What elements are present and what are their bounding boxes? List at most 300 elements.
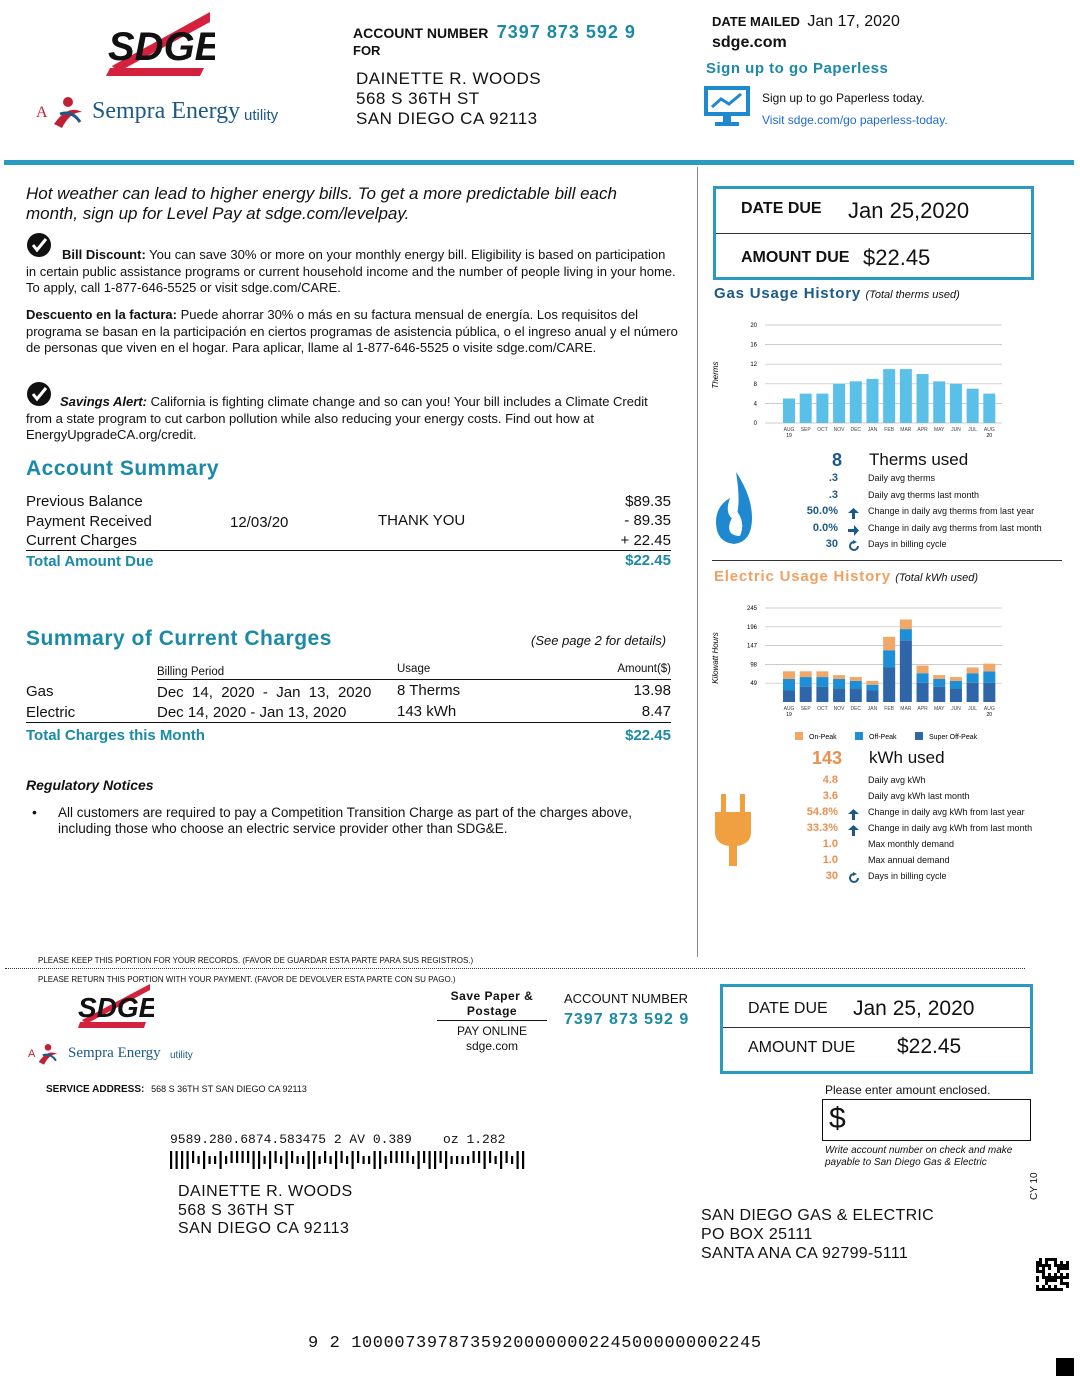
sempra-flame-icon: [50, 94, 86, 135]
qr-module: [1039, 1264, 1042, 1267]
gas-x-tick: AUG: [783, 427, 795, 433]
barcode-bar: [269, 1151, 271, 1169]
remit-amount-label: AMOUNT DUE: [748, 1039, 856, 1056]
descuento-label: Descuento en la factura:: [26, 307, 177, 322]
charges-header-rule: [157, 679, 671, 680]
remit-account-number: 7397 873 592 9: [564, 1011, 690, 1028]
qr-module: [1054, 1273, 1057, 1276]
qr-module: [1039, 1261, 1042, 1264]
qr-module: [1042, 1273, 1045, 1276]
current-charges-amount: + 22.45: [620, 532, 671, 549]
mail-name: DAINETTE R. WOODS: [178, 1183, 353, 1200]
elec-bar-segment: [783, 679, 795, 691]
elec-bar-segment: [850, 681, 862, 689]
elec-bar-segment: [967, 667, 979, 673]
stat-value: 50.0%: [806, 505, 838, 517]
elec-bar-segment: [866, 690, 878, 702]
stat-row: [760, 774, 1060, 790]
barcode-bar: [242, 1151, 244, 1163]
qr-module: [1042, 1276, 1045, 1279]
stat-label: kWh used: [869, 748, 945, 767]
barcode-bar: [330, 1156, 332, 1164]
charge-period-gas: Dec 14, 2020 - Jan 13, 2020: [157, 684, 372, 701]
elec-bar-segment: [917, 683, 929, 702]
gas-history-heading: [714, 285, 960, 303]
gas-bar: [933, 381, 945, 423]
barcode-bar: [396, 1151, 398, 1163]
stat-label: Max annual demand: [868, 855, 950, 865]
barcode-bar: [451, 1156, 453, 1164]
stat-row: [760, 806, 1060, 822]
enter-amount-label: Please enter amount enclosed.: [825, 1083, 991, 1097]
barcode-bar: [198, 1156, 200, 1164]
barcode-bar: [506, 1151, 508, 1163]
sempra-suffix-small: utility: [170, 1050, 193, 1061]
due-box: [713, 186, 1034, 280]
amount-enclosed-field[interactable]: [822, 1099, 1031, 1141]
barcode-bar: [500, 1151, 502, 1169]
gas-x-tick: AUG: [983, 427, 995, 433]
savings-text: California is fighting climate change and so can you! Your bill includes a Climate Credit from a state program to cut carbon pollution while also reducing your energy costs. Find out how at EnergyUpgradeCA.org/credit.: [26, 394, 648, 442]
barcode-bar: [231, 1151, 233, 1163]
qr-module: [1057, 1267, 1060, 1270]
qr-module: [1057, 1276, 1060, 1279]
stat-value: 54.8%: [806, 806, 838, 818]
qr-module: [1036, 1285, 1039, 1288]
qr-module: [1063, 1264, 1066, 1267]
stat-row: [760, 838, 1060, 854]
payment-date: 12/03/20: [230, 514, 289, 531]
qr-module: [1048, 1276, 1051, 1279]
qr-module: [1051, 1288, 1054, 1291]
elec-bar-segment: [800, 687, 812, 702]
electric-usage-chart: [710, 598, 1010, 746]
cy-code: CY 10: [1029, 1172, 1040, 1200]
qr-module: [1045, 1279, 1048, 1282]
barcode-bar: [462, 1156, 464, 1164]
qr-module: [1045, 1264, 1048, 1267]
barcode-bar: [467, 1156, 469, 1164]
pay-online-text[interactable]: PAY ONLINE: [456, 1024, 528, 1038]
due-box-divider: [716, 233, 1031, 234]
elec-bar-segment: [917, 673, 929, 683]
qr-module: [1042, 1285, 1045, 1288]
return-portion-text: PLEASE RETURN THIS PORTION WITH YOUR PAYMENT. (FAVOR DE DEVOLVER ESTA PARTE CON SU PAGO.): [38, 975, 456, 984]
qr-module: [1066, 1264, 1069, 1267]
stat-label: Days in billing cycle: [868, 539, 947, 549]
col-amount: Amount($): [617, 663, 671, 675]
elec-bar-segment: [816, 671, 828, 677]
sempra-prefix-small: A: [28, 1048, 36, 1060]
gas-x-tick: MAY: [934, 427, 945, 433]
gas-stats: [760, 450, 1060, 550]
qr-module: [1048, 1273, 1051, 1276]
barcode-bar: [379, 1151, 381, 1169]
elec-bar-segment: [950, 681, 962, 689]
elec-bar-segment: [933, 675, 945, 679]
tear-line: [5, 968, 1025, 969]
stat-row: [760, 472, 1060, 489]
barcode-bar: [236, 1151, 238, 1163]
gas-bar: [866, 379, 878, 423]
charge-service-electric: Electric: [26, 704, 76, 721]
barcode-bar: [423, 1151, 425, 1163]
qr-module: [1066, 1282, 1069, 1285]
header-divider: [4, 160, 1074, 165]
stat-row: [760, 790, 1060, 806]
savings-label: Savings Alert:: [60, 394, 147, 409]
elec-y-tick: 49: [750, 681, 757, 688]
elec-bar-segment: [983, 683, 995, 702]
stat-value: 8: [831, 450, 842, 470]
remit-date-value: Jan 25, 2020: [853, 997, 975, 1020]
history-divider: [712, 560, 1062, 561]
barcode-bar: [192, 1151, 194, 1163]
previous-balance-value: $89.35: [625, 493, 671, 510]
barcode-bar: [220, 1151, 222, 1169]
account-number: 7397 873 592 9: [496, 22, 636, 42]
elec-y-tick: 147: [746, 643, 757, 650]
elec-bar-segment: [883, 667, 895, 702]
postal-barcode: [170, 1151, 530, 1171]
paperless-line1: Sign up to go Paperless today.: [762, 91, 925, 105]
barcode-bar: [308, 1151, 310, 1169]
stat-label: Change in daily avg therms from last year: [868, 506, 1035, 516]
gas-bar: [800, 394, 812, 423]
barcode-bar: [363, 1156, 365, 1164]
stat-value: .3: [828, 472, 838, 484]
barcode-bar: [319, 1156, 321, 1164]
elec-x-tick: JUL: [968, 706, 978, 712]
elec-bar-segment: [900, 629, 912, 641]
qr-module: [1039, 1258, 1042, 1261]
qr-module: [1051, 1279, 1054, 1282]
savings-alert: [26, 394, 676, 444]
payee-box: PO BOX 25111: [701, 1226, 813, 1243]
descuento: [26, 307, 681, 357]
remit-account-label: ACCOUNT NUMBER: [564, 991, 688, 1006]
stat-value: 4.8: [822, 774, 838, 786]
date-mailed: [712, 13, 900, 31]
keep-portion-text: PLEASE KEEP THIS PORTION FOR YOUR RECORDS. (FAVOR DE GUARDAR ESTA PARTE PARA SUS REGISTROS.): [38, 956, 474, 965]
barcode-bar: [418, 1151, 420, 1169]
gas-x-tick: JUN: [951, 427, 961, 433]
cycle-icon: [848, 871, 860, 889]
total-due-label: Total Amount Due: [26, 553, 154, 570]
charge-amount-electric: 8.47: [641, 703, 671, 720]
qr-module: [1060, 1279, 1063, 1282]
stat-label: Days in billing cycle: [868, 871, 947, 881]
elec-x-tick: MAY: [934, 706, 945, 712]
barcode-bar: [445, 1151, 447, 1169]
elec-bar-segment: [866, 685, 878, 691]
date-mailed-label: DATE MAILED: [712, 14, 800, 29]
gas-year-label: 19: [786, 433, 792, 439]
stat-label: Therms used: [869, 450, 969, 469]
cycle-icon: [848, 539, 860, 557]
mail-address: [178, 1183, 353, 1239]
sempra-logo-small: [28, 1042, 228, 1066]
elec-bar-segment: [900, 641, 912, 702]
scan-line: 9589.280.6874.583475 2 AV 0.389 oz 1.282: [170, 1132, 506, 1147]
elec-bar-segment: [800, 671, 812, 677]
elec-bar-segment: [950, 677, 962, 681]
barcode-bar: [313, 1151, 315, 1169]
qr-module: [1066, 1285, 1069, 1288]
right-arrow-icon: [848, 525, 859, 536]
service-address-label: SERVICE ADDRESS:: [46, 1084, 145, 1095]
website-link[interactable]: sdge.com: [712, 34, 787, 51]
elec-x-tick: OCT: [817, 706, 828, 712]
stat-label: Daily avg therms last month: [868, 489, 980, 500]
elec-x-tick: AUG: [783, 706, 795, 712]
stat-value: 1.0: [822, 854, 838, 866]
qr-module: [1036, 1276, 1039, 1279]
elec-bar-segment: [800, 677, 812, 687]
gas-bar: [900, 369, 912, 423]
paperless-line2[interactable]: Visit sdge.com/go paperless-today.: [762, 113, 948, 127]
stat-label: Max monthly demand: [868, 839, 955, 849]
barcode-bar: [390, 1151, 392, 1163]
paperless-title[interactable]: Sign up to go Paperless: [706, 60, 889, 77]
stat-row: [760, 538, 1060, 555]
elec-x-tick: FEB: [884, 706, 895, 712]
elec-bar-segment: [816, 677, 828, 687]
elec-year-label: 19: [786, 712, 792, 718]
qr-module: [1066, 1267, 1069, 1270]
barcode-bar: [170, 1151, 172, 1169]
save-paper-rule: [437, 1020, 547, 1021]
plug-icon: [713, 792, 753, 873]
up-arrow-icon: [848, 809, 859, 820]
payee-name: SAN DIEGO GAS & ELECTRIC: [701, 1207, 935, 1224]
see-page-note: (See page 2 for details): [531, 633, 667, 648]
elec-bar-segment: [983, 671, 995, 683]
mail-addr2: SAN DIEGO CA 92113: [178, 1220, 350, 1237]
qr-module: [1048, 1258, 1051, 1261]
elec-x-tick: SEP: [800, 706, 811, 712]
barcode-bar: [286, 1151, 288, 1169]
elec-y-tick: 245: [746, 606, 757, 612]
payment-label: Payment Received: [26, 513, 152, 530]
stat-row: [760, 450, 1060, 472]
barcode-bar: [412, 1156, 414, 1164]
due-date-value: Jan 25,2020: [848, 198, 970, 223]
cycle-icon: [848, 872, 860, 884]
col-billing-period: Billing Period: [157, 666, 225, 678]
elec-bar-segment: [883, 650, 895, 667]
elec-x-tick: APR: [917, 706, 928, 712]
barcode-bar: [478, 1151, 480, 1163]
charge-period-electric: Dec 14, 2020 - Jan 13, 2020: [157, 704, 347, 721]
gas-y-tick: 8: [753, 381, 757, 388]
sempra-flame-icon: [36, 1042, 60, 1071]
gas-bar: [816, 394, 828, 423]
barcode-bar: [385, 1156, 387, 1164]
gas-x-tick: APR: [917, 427, 928, 433]
elec-x-tick: MAR: [900, 706, 912, 712]
stat-label: Daily avg kWh: [868, 775, 926, 785]
up-arrow-icon: [848, 825, 859, 836]
stat-label: Change in daily avg therms from last month: [868, 522, 1042, 533]
qr-module: [1036, 1267, 1039, 1270]
qr-module: [1036, 1264, 1039, 1267]
sdge-logo-small-text: SDGE: [78, 992, 154, 1023]
gas-x-tick: NOV: [833, 427, 845, 433]
barcode-bar: [511, 1156, 513, 1164]
qr-module: [1036, 1279, 1039, 1282]
gas-bar: [833, 384, 845, 423]
qr-module: [1060, 1261, 1063, 1264]
barcode-bar: [401, 1151, 403, 1163]
gas-x-tick: JUL: [968, 427, 978, 433]
dollar-sign: $: [829, 1102, 846, 1135]
column-divider: [697, 167, 698, 957]
charge-service-gas: Gas: [26, 683, 54, 700]
barcode-bar: [352, 1151, 354, 1169]
qr-module: [1045, 1282, 1048, 1285]
amount-due-value: $22.45: [863, 245, 931, 270]
current-charges-title: Summary of Current Charges: [26, 627, 332, 650]
qr-module: [1054, 1276, 1057, 1279]
barcode-bar: [341, 1151, 343, 1163]
stat-row: [760, 854, 1060, 870]
save-paper-text: Save Paper & Postage: [450, 989, 534, 1018]
previous-balance-label: Previous Balance: [26, 493, 143, 510]
qr-module: [1048, 1267, 1051, 1270]
gas-bar: [967, 389, 979, 423]
bill-discount: [26, 247, 676, 297]
charge-usage-electric: 143 kWh: [397, 703, 457, 720]
qr-module: [1036, 1288, 1039, 1291]
electric-history-heading: [714, 568, 978, 586]
payment-amount: - 89.35: [624, 512, 671, 529]
barcode-bar: [374, 1151, 376, 1169]
sempra-suffix: utility: [244, 107, 279, 124]
micr-line: 9 2 10000739787359200000002245000000002245: [308, 1334, 762, 1353]
elec-legend-swatch: [855, 732, 863, 740]
elec-bar-segment: [983, 664, 995, 672]
qr-module: [1066, 1261, 1069, 1264]
elec-x-tick: DEC: [850, 706, 862, 712]
gas-y-tick: 16: [750, 342, 757, 349]
qr-module: [1066, 1273, 1069, 1276]
barcode-bar: [495, 1156, 497, 1164]
barcode-bar: [302, 1156, 304, 1164]
elec-y-label: Kilowatt Hours: [711, 632, 720, 684]
gas-bar: [983, 394, 995, 423]
barcode-bar: [489, 1151, 491, 1163]
write-account-note: Write account number on check and make payable to San Diego Gas & Electric: [825, 1145, 1013, 1168]
barcode-bar: [368, 1156, 370, 1164]
qr-module: [1036, 1261, 1039, 1264]
barcode-bar: [407, 1151, 409, 1163]
gas-year-label: 20: [986, 433, 993, 439]
elec-bar-segment: [783, 690, 795, 702]
gas-bar: [783, 399, 795, 424]
monitor-icon: [703, 85, 751, 132]
elec-bar-segment: [917, 666, 929, 674]
pay-online-site[interactable]: sdge.com: [465, 1039, 519, 1053]
qr-module: [1060, 1276, 1063, 1279]
gas-y-tick: 12: [750, 362, 757, 369]
remit-amount-value: $22.45: [897, 1035, 962, 1058]
qr-module: [1045, 1288, 1048, 1291]
qr-module: [1042, 1267, 1045, 1270]
charge-amount-gas: 13.98: [633, 682, 671, 699]
elec-y-tick: 98: [750, 662, 757, 669]
qr-module: [1057, 1288, 1060, 1291]
stat-value: 143: [811, 748, 842, 768]
stat-value: 0.0%: [812, 521, 838, 534]
elec-bar-segment: [967, 683, 979, 702]
gas-x-tick: OCT: [817, 427, 828, 433]
barcode-bar: [258, 1151, 260, 1169]
electric-history-subtitle: (Total kWh used): [895, 572, 979, 584]
barcode-bar: [275, 1151, 277, 1163]
barcode-bar: [176, 1151, 178, 1169]
qr-code: [1036, 1258, 1070, 1292]
qr-module: [1057, 1270, 1060, 1273]
corner-marker: [1056, 1358, 1074, 1376]
bill-discount-label: Bill Discount:: [62, 247, 146, 262]
stat-value: 1.0: [822, 838, 838, 850]
elec-legend-swatch: [915, 732, 923, 740]
elec-legend-label: Super Off-Peak: [929, 734, 978, 741]
sempra-text-small: Sempra Energy: [68, 1045, 161, 1061]
gas-bar: [950, 384, 962, 423]
qr-module: [1054, 1279, 1057, 1282]
qr-module: [1060, 1264, 1063, 1267]
account-block: [353, 22, 636, 58]
elec-bar-segment: [850, 689, 862, 702]
elec-bar-segment: [833, 689, 845, 702]
stat-row: [760, 505, 1060, 522]
total-charges-amount: $22.45: [625, 727, 671, 744]
gas-x-tick: DEC: [850, 427, 862, 433]
stat-label: Daily avg therms: [868, 473, 936, 483]
stat-label: Daily avg kWh last month: [868, 791, 970, 801]
barcode-bar: [357, 1151, 359, 1163]
sempra-text: Sempra Energy: [92, 98, 241, 124]
payment-note: THANK YOU: [378, 512, 466, 529]
intro-headline: Hot weather can lead to higher energy bills. To get a more predictable bill each month, sign up for Level Pay at sdge.com/levelpay.: [26, 184, 617, 223]
up-arrow-icon: [848, 508, 859, 519]
barcode-bar: [517, 1151, 519, 1169]
charge-usage-gas: 8 Therms: [397, 682, 461, 699]
bill-discount-text: You can save 30% or more on your monthly energy bill. Eligibility is based on participation in certain public assistance programs or current household income and the number of people living in your home. To apply, call 1-877-646-5525 or visit sdge.com/CARE.: [26, 247, 676, 295]
date-mailed-value: Jan 17, 2020: [807, 13, 900, 30]
paperless-text: [762, 87, 948, 131]
stat-row: [760, 870, 1060, 886]
current-charges-label: Current Charges: [26, 532, 137, 549]
qr-module: [1051, 1276, 1054, 1279]
gas-x-tick: FEB: [884, 427, 895, 433]
qr-module: [1054, 1285, 1057, 1288]
elec-bar-segment: [883, 637, 895, 650]
qr-module: [1042, 1270, 1045, 1273]
barcode-bar: [187, 1151, 189, 1169]
barcode-bar: [456, 1156, 458, 1164]
qr-module: [1048, 1288, 1051, 1291]
remit-due-box: [720, 984, 1033, 1074]
gas-bar: [917, 374, 929, 423]
mail-addr1: 568 S 36TH ST: [178, 1201, 295, 1219]
stat-row: [760, 489, 1060, 506]
barcode-bar: [181, 1151, 183, 1169]
qr-module: [1048, 1285, 1051, 1288]
stat-value: 30: [825, 870, 838, 882]
